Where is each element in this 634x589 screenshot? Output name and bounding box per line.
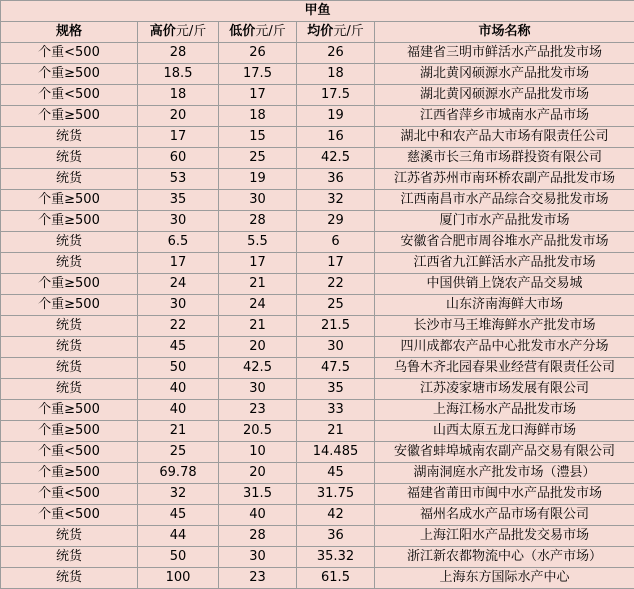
cell-high: 6.5 [138,232,219,253]
cell-avg: 17.5 [297,85,375,106]
table-row [1,148,634,169]
cell-spec: 个重≥500 [1,190,138,211]
table-row [1,127,634,148]
cell-avg: 29 [297,211,375,232]
cell-avg: 18 [297,64,375,85]
table-row [1,295,634,316]
header-high-unit: 元/斤 [175,24,207,39]
table-row [1,379,634,400]
table-row [1,421,634,442]
cell-spec: 个重<500 [1,43,138,64]
cell-market: 江西省萍乡市城南水产品市场 [375,106,634,127]
cell-high: 44 [138,526,219,547]
cell-spec: 统货 [1,148,138,169]
cell-low: 42.5 [219,358,297,379]
cell-spec: 统货 [1,169,138,190]
cell-spec: 个重≥500 [1,295,138,316]
cell-spec: 统货 [1,379,138,400]
cell-spec: 个重≥500 [1,106,138,127]
cell-high: 45 [138,337,219,358]
cell-high: 53 [138,169,219,190]
cell-spec: 个重<500 [1,442,138,463]
cell-market: 江苏省苏州市南环桥农副产品批发市场 [375,169,634,190]
cell-avg: 45 [297,463,375,484]
cell-low: 20 [219,337,297,358]
cell-avg: 42.5 [297,148,375,169]
table-row [1,358,634,379]
cell-avg: 6 [297,232,375,253]
cell-avg: 42 [297,505,375,526]
cell-low: 28 [219,526,297,547]
table-row [1,463,634,484]
cell-avg: 35.32 [297,547,375,568]
cell-high: 24 [138,274,219,295]
title-row [1,1,634,22]
cell-high: 100 [138,568,219,589]
table-row [1,253,634,274]
table-row [1,169,634,190]
cell-avg: 47.5 [297,358,375,379]
cell-market: 安徽省蚌埠城南农副产品交易有限公司 [375,442,634,463]
cell-high: 45 [138,505,219,526]
cell-market: 浙江新农都物流中心（水产市场） [375,547,634,568]
cell-market: 山西太原五龙口海鲜市场 [375,421,634,442]
cell-avg: 21.5 [297,316,375,337]
cell-spec: 个重<500 [1,505,138,526]
cell-high: 25 [138,442,219,463]
cell-high: 32 [138,484,219,505]
cell-high: 50 [138,547,219,568]
cell-market: 乌鲁木齐北园春果业经营有限责任公司 [375,358,634,379]
cell-high: 22 [138,316,219,337]
cell-low: 10 [219,442,297,463]
cell-avg: 32 [297,190,375,211]
cell-spec: 个重≥500 [1,274,138,295]
cell-high: 35 [138,190,219,211]
cell-avg: 61.5 [297,568,375,589]
table-row [1,232,634,253]
cell-spec: 统货 [1,127,138,148]
cell-spec: 统货 [1,232,138,253]
cell-high: 17 [138,127,219,148]
cell-avg: 26 [297,43,375,64]
cell-low: 5.5 [219,232,297,253]
header-high [138,22,219,43]
cell-market: 中国供销上饶农产品交易城 [375,274,634,295]
table-row [1,211,634,232]
cell-market: 江西省九江鲜活水产品批发市场 [375,253,634,274]
cell-low: 25 [219,148,297,169]
cell-high: 50 [138,358,219,379]
table-row [1,337,634,358]
cell-avg: 36 [297,169,375,190]
cell-spec: 统货 [1,526,138,547]
table-row [1,85,634,106]
cell-market: 江苏凌家塘市场发展有限公司 [375,379,634,400]
table-row [1,526,634,547]
table-row [1,442,634,463]
cell-market: 上海东方国际水产中心 [375,568,634,589]
cell-high: 20 [138,106,219,127]
cell-avg: 19 [297,106,375,127]
cell-market: 湖北黄冈硕源水产品批发市场 [375,85,634,106]
cell-avg: 36 [297,526,375,547]
cell-spec: 个重≥500 [1,463,138,484]
table-row [1,190,634,211]
table-row [1,43,634,64]
cell-high: 18.5 [138,64,219,85]
cell-spec: 统货 [1,337,138,358]
table-row [1,400,634,421]
cell-low: 31.5 [219,484,297,505]
cell-low: 21 [219,316,297,337]
cell-high: 17 [138,253,219,274]
cell-spec: 个重≥500 [1,64,138,85]
cell-low: 21 [219,274,297,295]
cell-market: 湖北中和农产品大市场有限责任公司 [375,127,634,148]
cell-avg: 16 [297,127,375,148]
cell-avg: 14.485 [297,442,375,463]
cell-high: 40 [138,379,219,400]
cell-spec: 统货 [1,253,138,274]
table-row [1,106,634,127]
table-body [1,43,634,589]
cell-spec: 统货 [1,568,138,589]
header-low-unit: 元/斤 [255,24,286,39]
cell-high: 18 [138,85,219,106]
cell-high: 69.78 [138,463,219,484]
cell-spec: 统货 [1,358,138,379]
header-low [219,22,297,43]
cell-market: 安徽省合肥市周谷堆水产品批发市场 [375,232,634,253]
cell-high: 28 [138,43,219,64]
cell-market: 山东济南海鲜大市场 [375,295,634,316]
cell-market: 慈溪市长三角市场群投资有限公司 [375,148,634,169]
cell-low: 23 [219,400,297,421]
cell-avg: 25 [297,295,375,316]
header-market: 市场名称 [375,22,634,43]
cell-spec: 个重≥500 [1,400,138,421]
table-row [1,274,634,295]
cell-market: 上海江杨水产品批发市场 [375,400,634,421]
cell-high: 30 [138,295,219,316]
header-avg-unit: 元/斤 [333,24,364,39]
cell-avg: 22 [297,274,375,295]
cell-low: 20.5 [219,421,297,442]
table-title: 甲鱼 [1,1,634,22]
cell-low: 30 [219,379,297,400]
header-avg [297,22,375,43]
cell-spec: 个重<500 [1,484,138,505]
cell-avg: 35 [297,379,375,400]
cell-avg: 21 [297,421,375,442]
cell-low: 26 [219,43,297,64]
cell-market: 湖南洞庭水产批发市场（澧县） [375,463,634,484]
cell-low: 17.5 [219,64,297,85]
cell-market: 上海江阳水产品批发交易市场 [375,526,634,547]
cell-market: 江西南昌市水产品综合交易批发市场 [375,190,634,211]
cell-low: 40 [219,505,297,526]
cell-low: 20 [219,463,297,484]
cell-high: 60 [138,148,219,169]
cell-high: 40 [138,400,219,421]
cell-market: 福建省莆田市闽中水产品批发市场 [375,484,634,505]
cell-avg: 31.75 [297,484,375,505]
header-high-label: 高价 [149,24,176,39]
cell-low: 18 [219,106,297,127]
cell-low: 30 [219,190,297,211]
cell-high: 30 [138,211,219,232]
cell-low: 15 [219,127,297,148]
cell-spec: 个重<500 [1,85,138,106]
header-row [1,22,634,43]
cell-high: 21 [138,421,219,442]
cell-market: 福建省三明市鲜活水产品批发市场 [375,43,634,64]
header-spec: 规格 [1,22,138,43]
table-row [1,316,634,337]
cell-market: 四川成都农产品中心批发市水产分场 [375,337,634,358]
cell-spec: 个重≥500 [1,421,138,442]
cell-low: 28 [219,211,297,232]
cell-low: 23 [219,568,297,589]
cell-market: 湖北黄冈硕源水产品批发市场 [375,64,634,85]
cell-low: 17 [219,85,297,106]
cell-low: 24 [219,295,297,316]
header-avg-label: 均价 [307,24,334,39]
cell-low: 17 [219,253,297,274]
table-row [1,505,634,526]
cell-avg: 30 [297,337,375,358]
cell-market: 厦门市水产品批发市场 [375,211,634,232]
table-row [1,484,634,505]
table-row [1,64,634,85]
cell-avg: 33 [297,400,375,421]
cell-spec: 统货 [1,547,138,568]
cell-market: 福州名成水产品市场有限公司 [375,505,634,526]
cell-market: 长沙市马王堆海鲜水产批发市场 [375,316,634,337]
table-row [1,547,634,568]
cell-low: 19 [219,169,297,190]
cell-avg: 17 [297,253,375,274]
cell-spec: 个重≥500 [1,211,138,232]
cell-spec: 统货 [1,316,138,337]
table-row [1,568,634,589]
header-low-label: 低价 [229,24,256,39]
cell-low: 30 [219,547,297,568]
